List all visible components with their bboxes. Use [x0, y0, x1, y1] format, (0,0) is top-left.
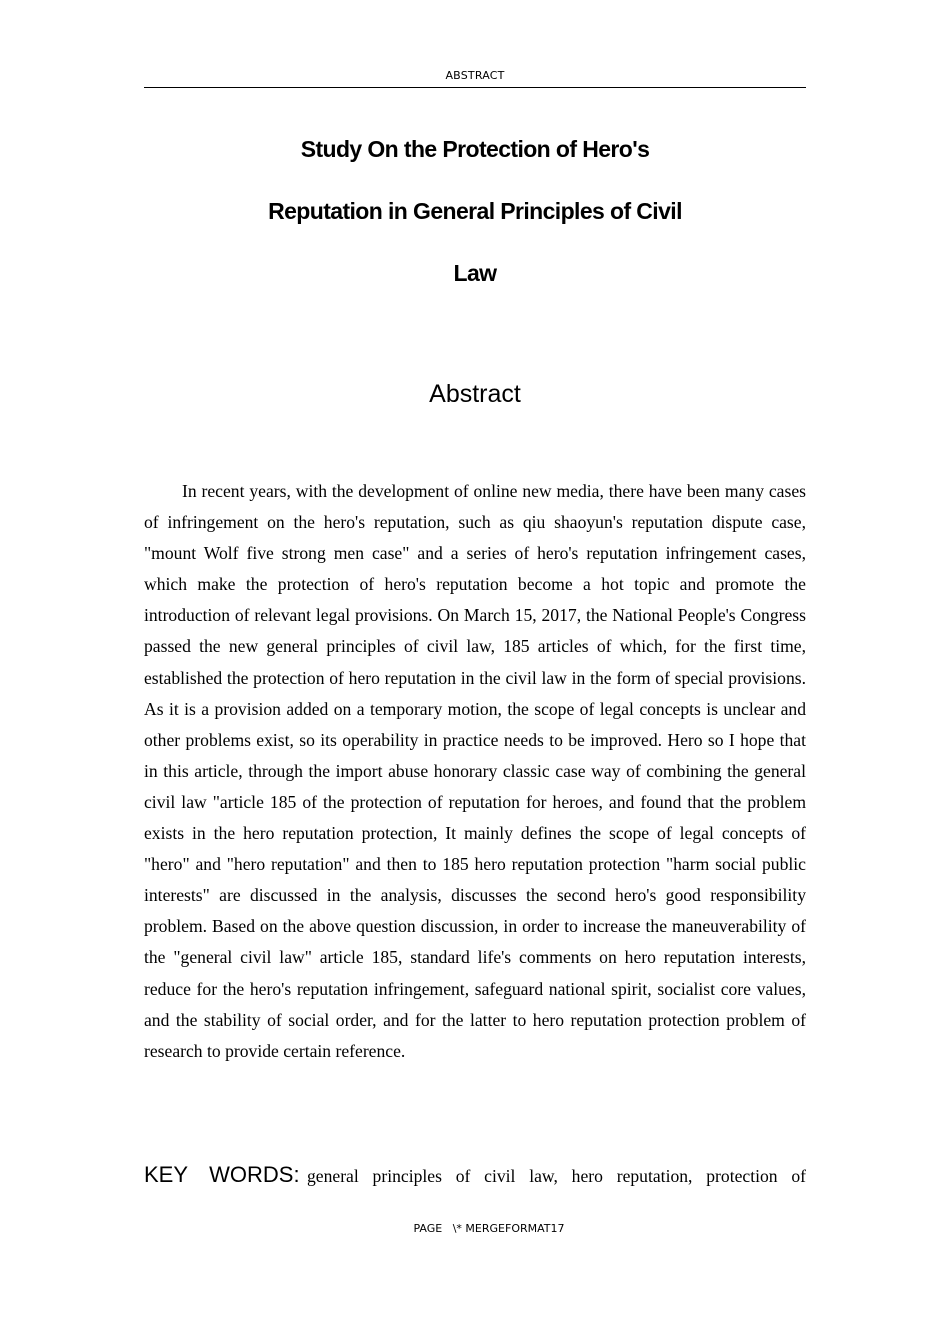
- title-line-1: Study On the Protection of Hero's: [300, 136, 650, 162]
- header-divider: [144, 87, 806, 88]
- keywords-label: KEY WORDS:: [144, 1162, 300, 1187]
- document-title: [200, 118, 750, 304]
- keywords-text: general principles of civil law, hero reputation, protection of: [306, 1166, 806, 1186]
- abstract-body: In recent years, with the development of online new media, there have been many cases of infringement on the hero's reputation, such as qiu shaoyun's reputation dispute case, "mount Wolf five strong men case" and a series of hero's reputation infringement cases, which make the protection of hero's reputation become a hot topic and promote the introduction of relevant legal provisions. On March 15, 2017, the National People's Congress passed the new general principles of civil law, 185 articles of which, for the first time, established the protection of hero reputation in the civil law in the form of special provisions. As it is a provision added on a temporary motion, the scope of legal concepts is unclear and other problems exist, so its operability in practice needs to be improved. Hero so I hope that in this article, through the import abuse honorary classic case way of combining the general civil law "article 185 of the protection of reputation for heroes, and found that the problem exists in the hero reputation protection, It mainly defines the scope of legal concepts of "hero" and "hero reputation" and then to 185 hero reputation protection "harm social public interests" are discussed in the analysis, discusses the second hero's good responsibility problem. Based on the above question discussion, in order to increase the maneuverability of the "general civil law" article 185, standard life's comments on hero reputation interests, reduce for the hero's reputation infringement, safeguard national spirit, socialist core values, and the stability of social order, and for the latter to hero reputation protection problem of research to provide certain reference.: [144, 481, 806, 1061]
- abstract-heading: Abstract: [429, 380, 521, 408]
- page-footer: PAGE \* MERGEFORMAT17: [413, 1222, 565, 1235]
- keywords-line: [144, 1158, 806, 1192]
- title-line-3: Law: [453, 260, 497, 286]
- title-line-2: Reputation in General Principles of Civil: [268, 198, 682, 224]
- running-header: ABSTRACT: [445, 69, 505, 82]
